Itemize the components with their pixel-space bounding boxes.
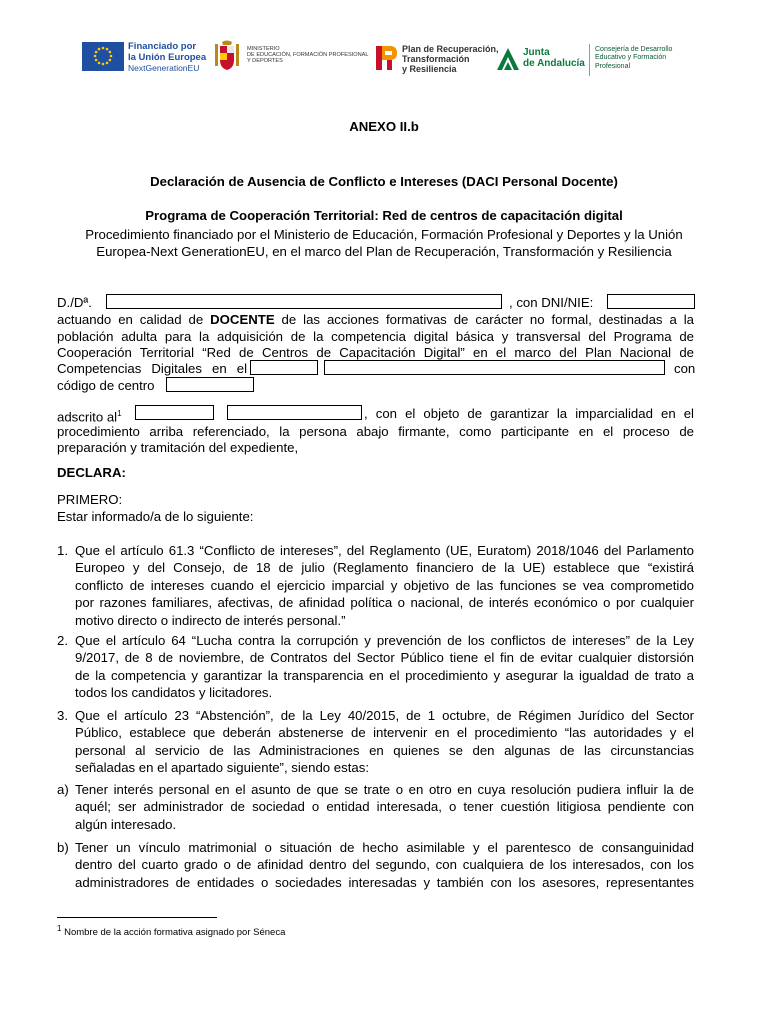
list-item-line: conflicto de intereses cuando el ejercicio imparcial y objetivo de las funciones se vea comprometido <box>75 577 694 593</box>
list-item-line: Público, establece que deberán abstenerse de intervenir en el procedimiento “las autoridades y el <box>75 725 694 741</box>
list-item-line: Tener un vínculo matrimonial o situación de hecho asimilable y el parentesco de consanguinidad <box>75 840 694 855</box>
list-item-line: aquél; ser administrador de sociedad o entidad interesada, o tener cuestión litigiosa pendiente con <box>75 799 694 815</box>
funding-line-2: Europea-Next GenerationEU, en el marco del Plan de Recuperación, Transformación y Resiliencia <box>96 244 672 259</box>
prtr-logo-icon <box>373 43 399 73</box>
consejeria-line2: Educativo y Formación <box>595 54 667 62</box>
junta-text <box>523 48 585 69</box>
junta-line1: Junta <box>523 47 550 58</box>
prtr-text <box>402 44 499 74</box>
acting-pre: actuando en calidad de <box>57 312 211 327</box>
list-item-line: administradores de entidades o sociedades interesadas y también con los asesores, representantes <box>75 874 694 890</box>
footnote-separator <box>57 917 217 918</box>
prtr-line2: Transformación <box>402 54 470 64</box>
footnote-number: 1 <box>57 924 62 933</box>
footnote-ref: 1 <box>117 409 122 418</box>
annex-title: ANEXO II.b <box>349 119 419 134</box>
list-item-line: 9/2017, de 8 de noviembre, de Contratos del Sector Público tiene el fin de evitar cualquier distorsión <box>75 650 694 666</box>
dni-field[interactable] <box>607 294 695 309</box>
eu-funding-text <box>128 41 206 74</box>
list-item <box>57 632 694 702</box>
ministry-line2: DE EDUCACIÓN, FORMACIÓN PROFESIONAL <box>247 52 369 59</box>
form-line-5b: con <box>674 361 696 376</box>
footnote-text: Nombre de la acción formativa asignado por Séneca <box>64 927 286 939</box>
consejeria-line3: Profesional <box>595 62 631 70</box>
list-item <box>57 707 694 777</box>
consejeria-line1: Consejería de Desarrollo <box>595 46 673 53</box>
primero-heading: PRIMERO: <box>57 492 123 507</box>
list-item-line: Tener interés personal en el asunto de que se trate o en otro en cuya resolución pudiera influir la de <box>75 782 694 797</box>
ministry-line3: Y DEPORTES <box>247 58 283 65</box>
junta-line2: de Andalucía <box>523 57 585 69</box>
footnote <box>57 924 285 938</box>
list-item-line: Que el artículo 64 “Lucha contra la corrupción y prevención de los conflictos de intereses” de la Ley <box>75 633 694 648</box>
list-item-line: dentro del cuarto grado o de afinidad dentro del segundo, con cualquiera de los interesados, con los <box>75 857 694 873</box>
list-item <box>57 542 694 629</box>
list-item-line: motivo directo o indirecto de interés personal.” <box>75 612 346 628</box>
form-line-6: código de centro <box>57 378 155 393</box>
funding-line-1: Procedimiento financiado por el Ministerio de Educación, Formación Profesional y Deportes y la Unión <box>85 227 683 242</box>
list-item-line: algún interesado. <box>75 816 177 832</box>
list-item-line: por razones familiares, afectivas, de afinidad política o nacional, de interés económico o por cualquier <box>75 595 694 611</box>
program-title: Programa de Cooperación Territorial: Red de centros de capacitación digital <box>145 208 623 223</box>
prtr-line1: Plan de Recuperación, <box>402 44 499 54</box>
dd-label: D./Dª. <box>57 295 92 310</box>
declara-heading: DECLARA: <box>57 465 126 480</box>
list-item-line: personal al servicio de las Administraciones en quienes se den algunas de las circunstancias <box>75 742 694 758</box>
list-item-number: 1. <box>57 543 68 558</box>
consejeria-text <box>595 46 672 71</box>
objective-line-1: , con el objeto de garantizar la imparcialidad en el <box>364 406 694 421</box>
eu-stars-icon <box>82 42 124 71</box>
dni-label: , con DNI/NIE: <box>509 295 594 310</box>
list-item-line: Que el artículo 23 “Abstención”, de la Ley 40/2015, de 1 octubre, de Régimen Jurídico del Sector <box>75 708 694 723</box>
document-title: Declaración de Ausencia de Conflicto e Intereses (DACI Personal Docente) <box>150 174 618 189</box>
eu-line1: Financiado por <box>128 41 197 52</box>
acting-line <box>57 311 694 328</box>
action-code-field[interactable] <box>135 405 214 420</box>
spain-shield-icon <box>212 40 242 74</box>
form-line-3: población adulta para la adquisición de la competencia digital básica y transversal del Programa de <box>57 329 694 344</box>
junta-andalucia-logo-icon <box>495 46 521 72</box>
header-divider <box>589 44 590 76</box>
list-item-line: Europeo y del Consejo, de 18 de julio (Reglamento financiero de la UE) establece que “existirá <box>75 560 694 576</box>
eu-line2: la Unión Europea <box>128 52 207 63</box>
name-field[interactable] <box>106 294 502 309</box>
acting-role: DOCENTE <box>210 312 275 327</box>
action-name-field[interactable] <box>227 405 362 420</box>
list-item-number: 3. <box>57 708 68 723</box>
ministry-line1: MINISTERIO <box>247 46 280 52</box>
list-item-number: 2. <box>57 633 68 648</box>
center-code-field[interactable] <box>166 377 254 392</box>
form-line-4: Cooperación Territorial “Red de Centros de Capacitación Digital” en el marco del Plan Nacional de <box>57 345 694 360</box>
ministry-text <box>247 46 369 65</box>
eu-line3: NextGenerationEU <box>128 63 200 73</box>
list-item <box>57 781 694 833</box>
acting-post: de las acciones formativas de carácter no formal, destinadas a la <box>274 312 694 327</box>
list-item-number: b) <box>57 840 69 855</box>
list-item-line: señaladas en el apartado siguiente”, siendo estas: <box>75 760 369 776</box>
prtr-line3: y Resiliencia <box>402 64 457 74</box>
list-item-line: todos los candidatos y licitadores. <box>75 685 273 701</box>
form-line-5a: Competencias Digitales en el <box>57 361 247 376</box>
informed-text: Estar informado/a de lo siguiente: <box>57 509 254 524</box>
objective-line-2: procedimiento arriba referenciado, la persona abajo firmante, como participante en el proceso de <box>57 424 694 439</box>
list-item <box>57 839 694 891</box>
list-item-line: de la competencia y garantizar la transparencia en el procedimiento y asegurar la igualdad de trato a <box>75 667 694 683</box>
list-item-number: a) <box>57 782 69 797</box>
center-name-field[interactable] <box>324 360 665 375</box>
objective-line-3: preparación y tramitación del expediente, <box>57 440 299 455</box>
adscrito-text: adscrito al <box>57 409 118 425</box>
center-type-field[interactable] <box>250 360 318 375</box>
eu-flag-logo <box>82 42 124 71</box>
list-item-line: Que el artículo 61.3 “Conflicto de intereses”, del Reglamento (UE, Euratom) 2018/1046 del Parlamento <box>75 543 694 558</box>
